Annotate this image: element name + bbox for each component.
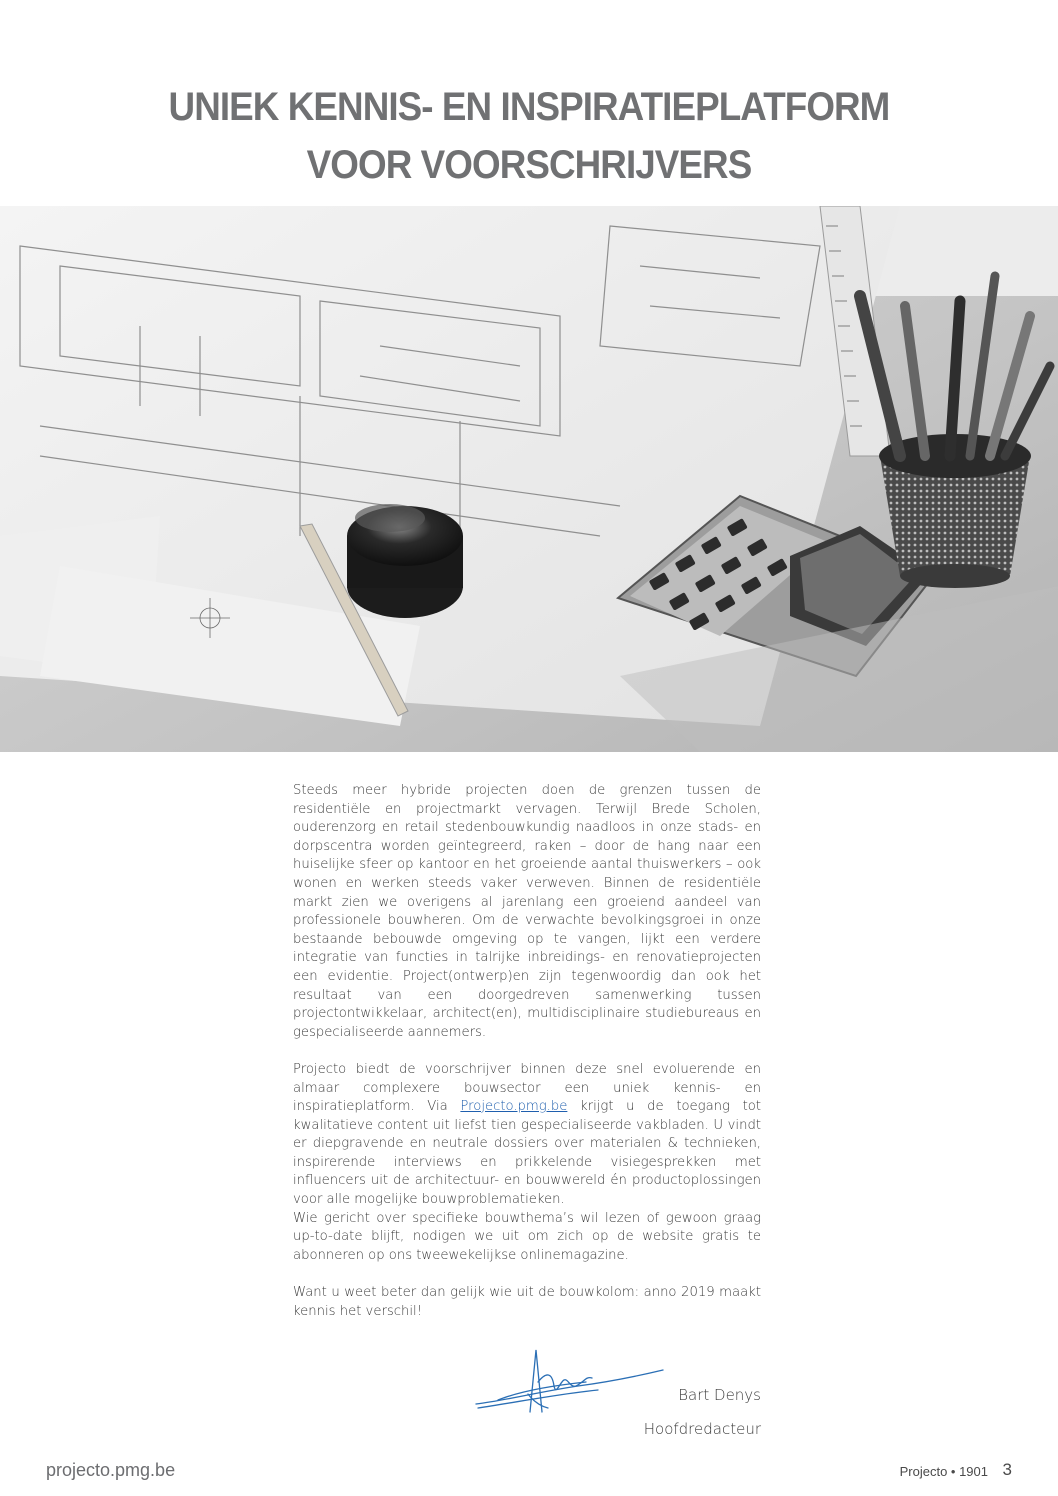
paragraph: Wie gericht over specifieke bouwthema’s wil lezen of gewoon graag up-to-date blijft, nodigen we uit om zich op de website gratis te abonneren op ons tweewekelijkse onlinemagazine. — [293, 1210, 761, 1263]
page-title — [42, 78, 1015, 194]
footer-issue: Projecto • 1901 — [899, 1464, 988, 1479]
signature-name: Bart Denys — [678, 1386, 761, 1404]
page-number: 3 — [1002, 1460, 1012, 1479]
hero-photo — [0, 206, 1058, 752]
paragraph: Steeds meer hybride projecten doen de grenzen tussen de residentiële en projectmarkt vervagen. Terwijl Brede Scholen, ouderenzorg en retail stedenbouwkundig naadloos in onze stads- en dorpscentra worden geïntegreerd, raken – door de hang naar een huiselijke sfeer op kantoor en het groeiende aantal thuiswerkers – ook wonen en werken steeds vaker verweven. Binnen de residentiële markt zien we overigens al jarenlang een groeiend aandeel van professionele bouwheren. Om de verwachte bevolkingsgroei in onze bestaande bebouwde omgeving op te vangen, lijkt een verdere integratie van functies in talrijke inbreidings- en renovatieprojecten een evidentie. Project(ontwerp)en zijn tegenwoordig dan ook het resultaat van een doorgedreven samenwerking tussen projectontwikkelaar, architect(en), multidisciplinaire studiebureaus en gespecialiseerde aannemers. — [293, 783, 761, 1040]
signature-image — [468, 1342, 668, 1422]
signature-role: Hoofdredacteur — [643, 1420, 761, 1438]
paragraph-text: krijgt u de toegang tot kwalitatieve content uit liefst tien gespecialiseerde vakbladen. U vindt er diepgravende en neutrale dossiers over materialen & technieken, inspirerende interviews en prikkelende visiegesprekken met influencers uit de architectuur- en bouwwereld én productoplossingen voor alle mogelijke bouwproblematieken. — [293, 1099, 761, 1208]
title-line-2: VOOR VOORSCHRIJVERS — [306, 143, 752, 187]
paragraph-text: Projecto biedt de voorschrijver binnen deze snel evoluerende en almaar complexere bouwsector een uniek kennis- en inspiratieplatform. Via — [293, 1061, 761, 1115]
website-link[interactable]: Projecto.pmg.be — [460, 1099, 568, 1115]
footer-url[interactable]: projecto.pmg.be — [46, 1460, 176, 1480]
article-body — [293, 782, 761, 1340]
title-line-1: UNIEK KENNIS- EN INSPIRATIEPLATFORM — [168, 85, 890, 129]
paragraph: Want u weet beter dan gelijk wie uit de bouwkolom: anno 2019 maakt kennis het verschil! — [293, 1285, 761, 1319]
paragraph — [293, 1061, 761, 1210]
